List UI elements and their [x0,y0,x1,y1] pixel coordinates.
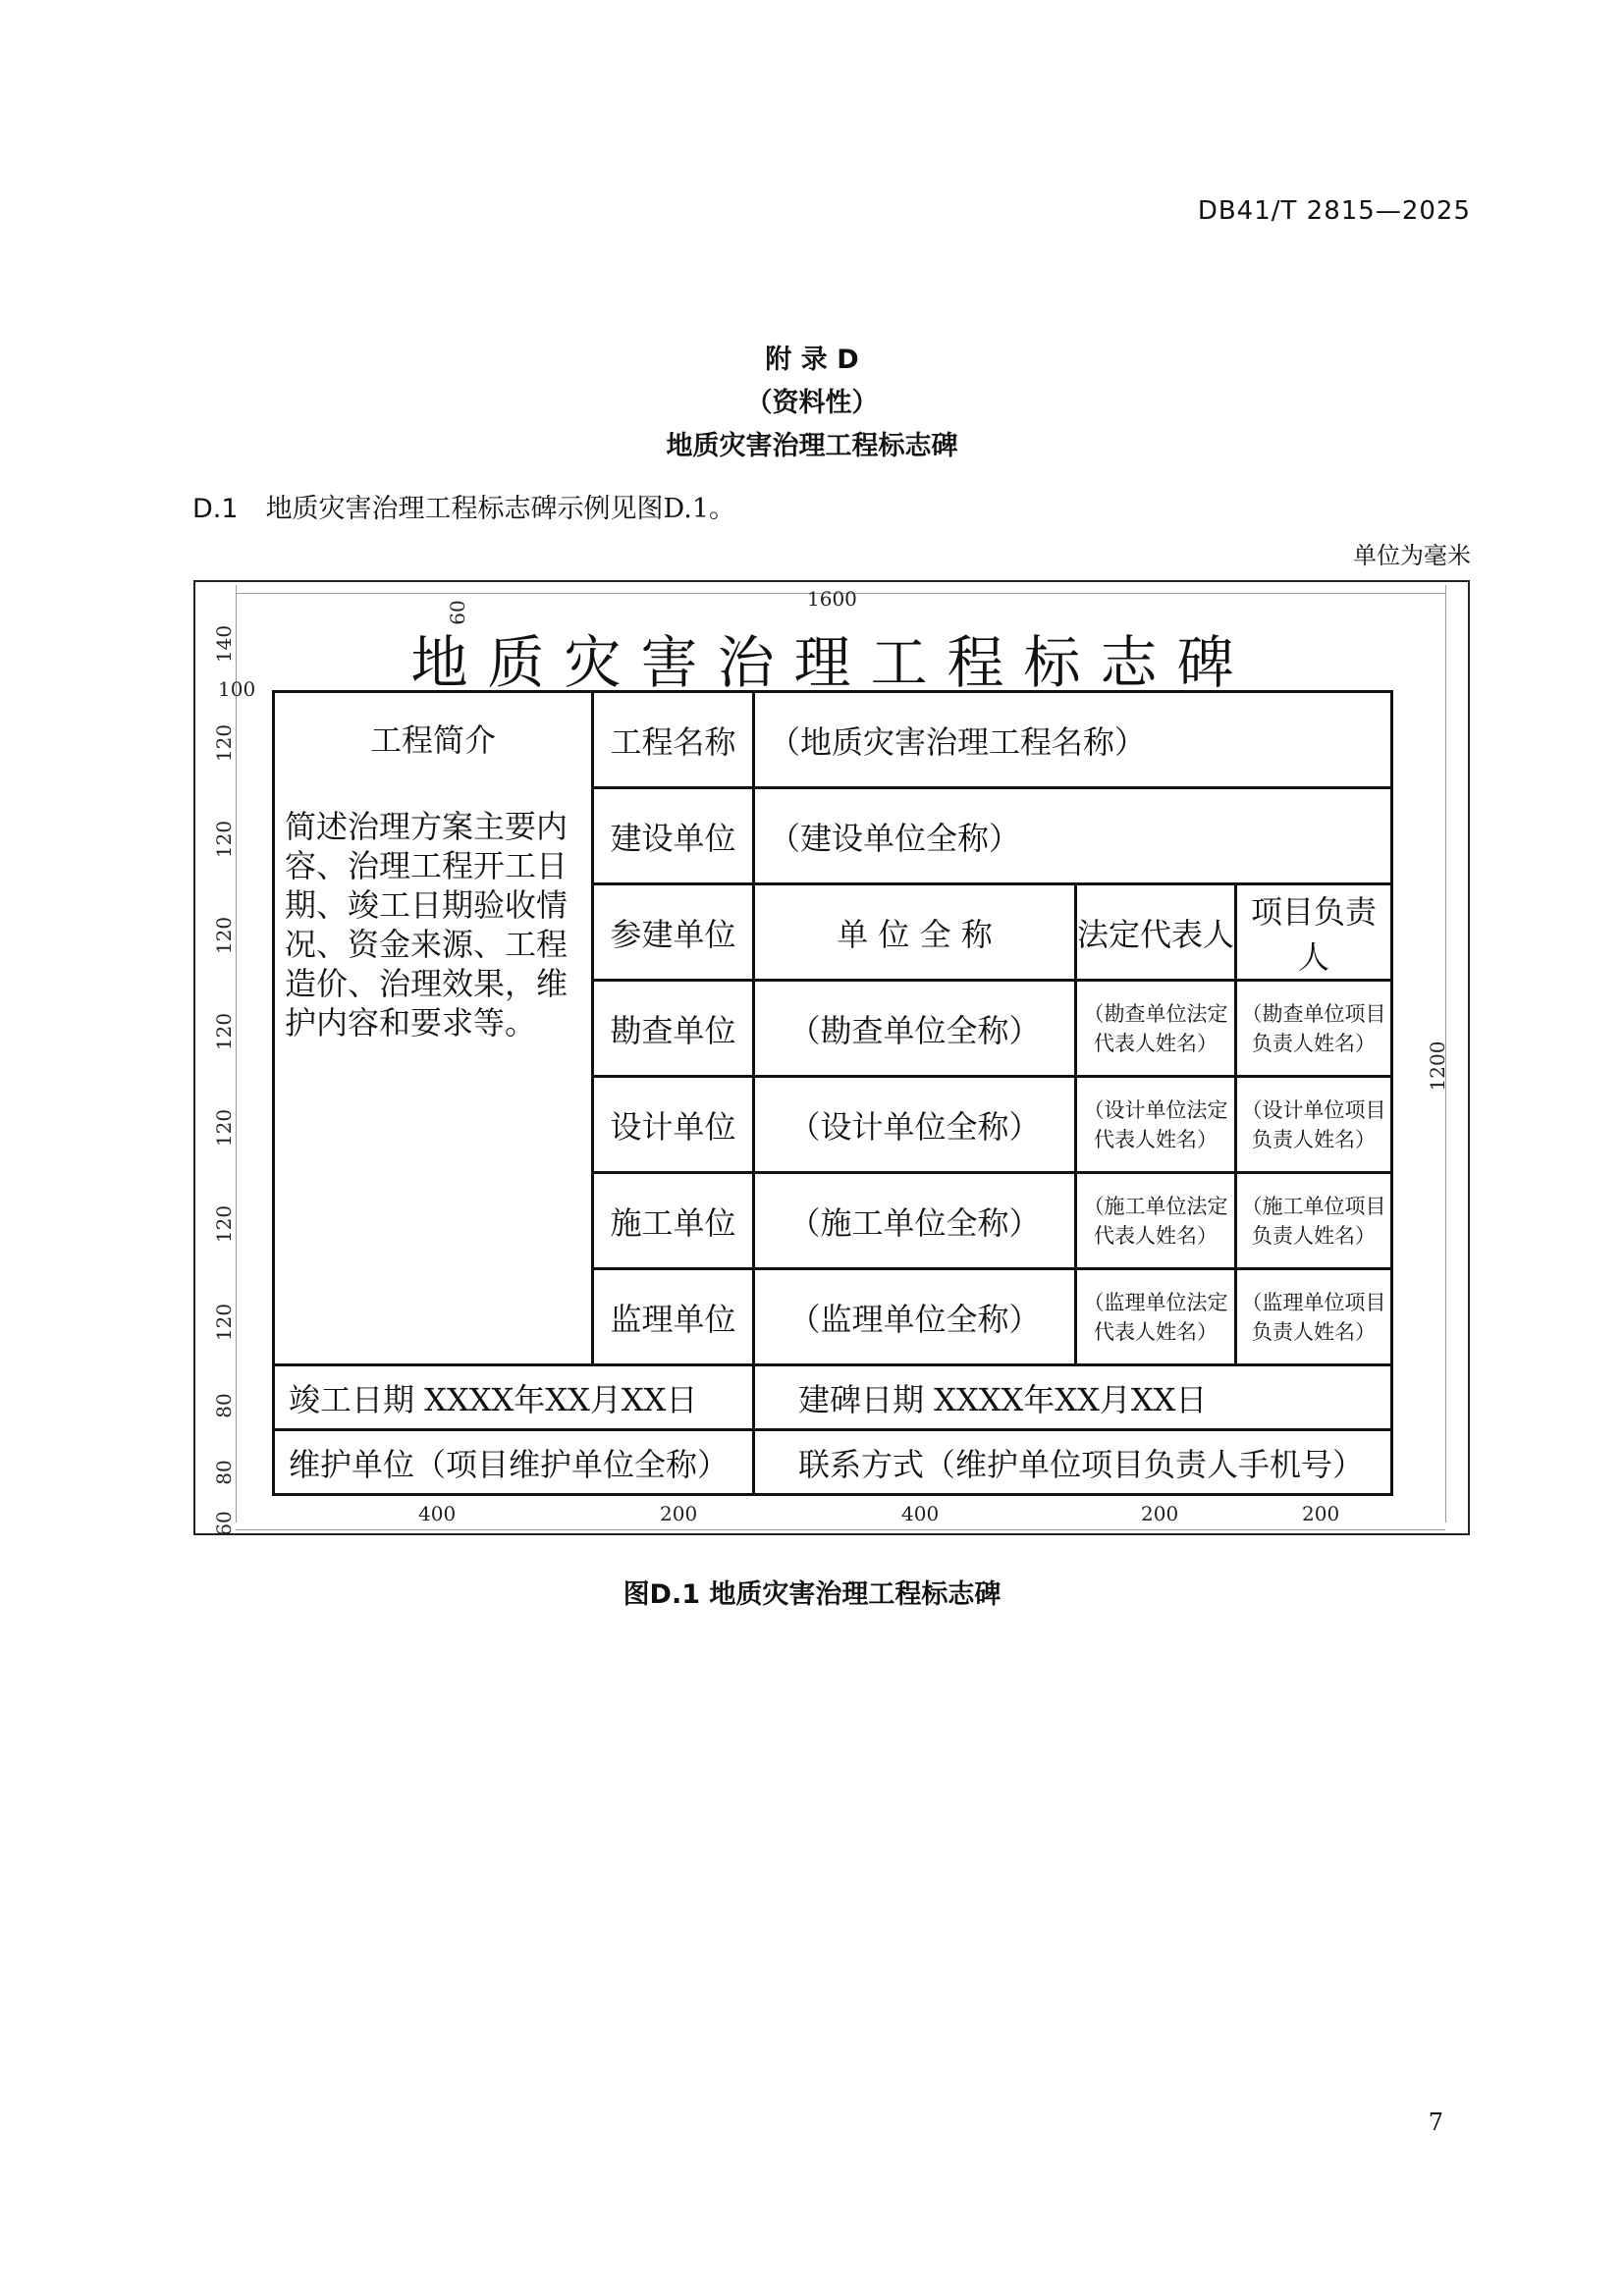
dim-row-height: 120 [212,723,236,763]
maintenance-unit: 维护单位（项目维护单位全称） [274,1430,754,1495]
unit-row-name: （勘查单位全称） [754,981,1076,1077]
unit-row-label: 施工单位 [593,1173,754,1269]
dim-title-gap: 60 [446,600,469,625]
dim-row-height: 120 [212,820,236,859]
dim-col-width: 400 [418,1502,457,1525]
sign-title: 地质灾害治理工程标志碑 [410,629,1254,696]
builder-value: （建设单位全称） [754,788,1392,884]
unit-row-lead: （勘查单位项目负责人姓名） [1236,981,1392,1077]
sign-table [272,690,1393,1496]
dim-row-height: 60 [212,1511,236,1536]
clause-text: 地质灾害治理工程标志碑示例见图D.1。 [265,494,736,524]
dim-row-height: 120 [212,1303,236,1342]
project-name-label: 工程名称 [593,692,754,788]
column-project-lead: 项目负责人 [1236,884,1392,981]
dim-row-height: 80 [212,1460,236,1485]
appendix-name: 地质灾害治理工程标志碑 [666,431,958,461]
dim-title-height: 140 [212,624,236,664]
appendix-title: 附 录 D [765,345,859,375]
column-legal-rep: 法定代表人 [1076,884,1236,981]
unit-row-lead: （监理单位项目负责人姓名） [1236,1269,1392,1365]
unit-row-rep: （监理单位法定代表人姓名） [1076,1269,1236,1365]
dim-col-width: 400 [901,1502,940,1525]
completion-date: 竣工日期 XXXX年XX月XX日 [274,1365,754,1430]
unit-row-label: 设计单位 [593,1077,754,1173]
intro-heading: 工程简介 [369,721,496,759]
column-unit-name: 单 位 全 称 [754,884,1076,981]
unit-row-label: 监理单位 [593,1269,754,1365]
erection-date: 建碑日期 XXXX年XX月XX日 [754,1365,1392,1430]
dim-row-height: 120 [212,916,236,955]
unit-note: 单位为毫米 [1353,542,1471,569]
participants-label: 参建单位 [593,884,754,981]
contact-info: 联系方式（维护单位项目负责人手机号） [754,1430,1392,1495]
dim-row-height: 120 [212,1012,236,1051]
figure-caption: 图D.1 地质灾害治理工程标志碑 [623,1579,1001,1610]
dim-total-height: 1200 [1426,1041,1449,1092]
dim-col-width: 200 [660,1502,698,1525]
intro-body: 简述治理方案主要内容、治理工程开工日期、竣工日期验收情况、资金来源、工程造价、治理效果，维护内容和要求等。 [285,808,568,1041]
unit-row-lead: （施工单位项目负责人姓名） [1236,1173,1392,1269]
unit-row-lead: （设计单位项目负责人姓名） [1236,1077,1392,1173]
appendix-nature: （资料性） [745,388,879,418]
dim-total-width: 1600 [807,587,857,611]
intro-cell [274,692,593,1365]
unit-row-name: （施工单位全称） [754,1173,1076,1269]
dim-row-height: 120 [212,1204,236,1244]
unit-row-rep: （设计单位法定代表人姓名） [1076,1077,1236,1173]
dimension-line-left [236,585,237,1522]
unit-row-name: （监理单位全称） [754,1269,1076,1365]
unit-row-rep: （施工单位法定代表人姓名） [1076,1173,1236,1269]
document-code: DB41/T 2815—2025 [1197,196,1471,226]
dimension-line-bottom [236,1529,1445,1530]
dim-col-width: 200 [1302,1502,1340,1525]
dim-col-width: 200 [1141,1502,1179,1525]
project-name-value: （地质灾害治理工程名称） [754,692,1392,788]
unit-row-label: 勘查单位 [593,981,754,1077]
unit-row-rep: （勘查单位法定代表人姓名） [1076,981,1236,1077]
dim-row-height: 120 [212,1108,236,1148]
dim-side-margin: 100 [218,677,256,701]
builder-label: 建设单位 [593,788,754,884]
clause-label: D.1 [192,494,239,524]
dim-row-height: 80 [212,1393,236,1418]
clause-paragraph [192,487,735,525]
page-number: 7 [1428,2109,1443,2136]
unit-row-name: （设计单位全称） [754,1077,1076,1173]
